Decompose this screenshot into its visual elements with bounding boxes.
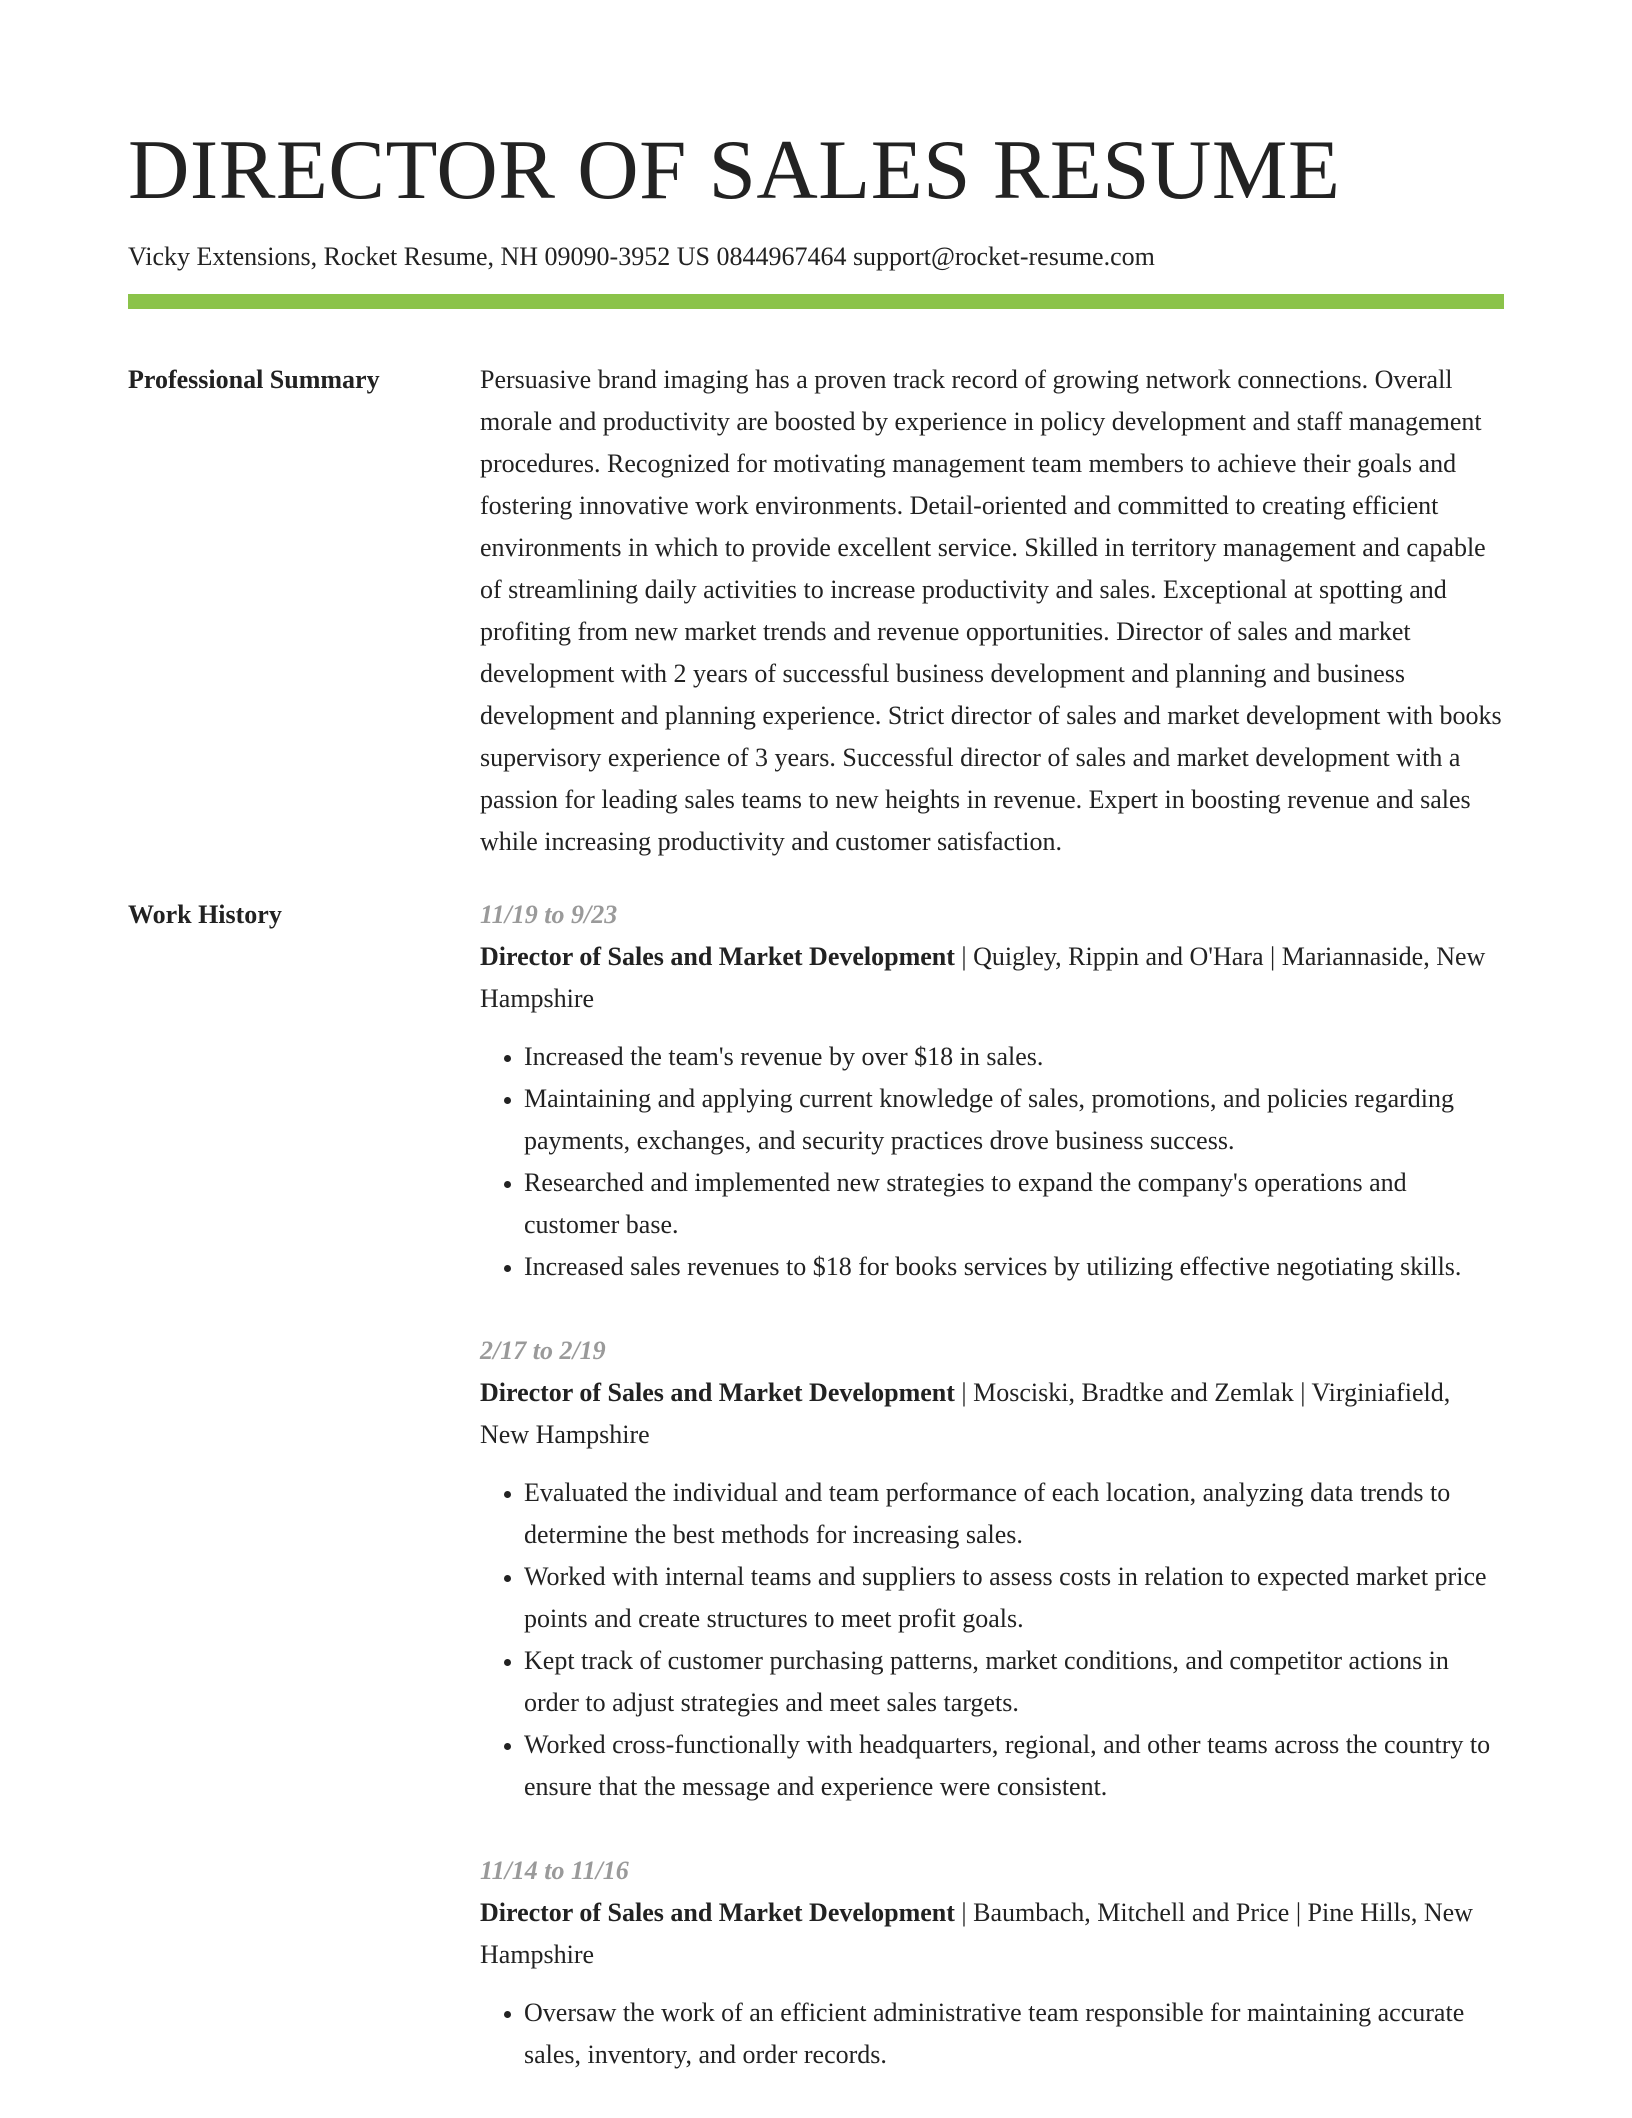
resume-title: DIRECTOR OF SALES RESUME: [128, 123, 1341, 217]
job-bullet: • Researched and implemented new strategies to expand the company's operations and customer base.: [524, 1162, 1504, 1246]
work-history-section: [128, 894, 1504, 2118]
job-bullet: • Kept track of customer purchasing patterns, market conditions, and competitor actions in order to adjust strategies and meet sales targets.: [524, 1640, 1504, 1724]
job-company-location: | Baumbach, Mitchell and Price | Pine Hills, New Hampshire: [480, 1898, 1473, 1969]
job-title: Director of Sales and Market Development: [480, 1898, 955, 1927]
job-bullet: • Evaluated the individual and team performance of each location, analyzing data trends to determine the best methods for increasing sales.: [524, 1472, 1504, 1556]
work-history-heading: Work History: [128, 900, 282, 929]
job-list: [480, 894, 1504, 2118]
job-heading: [480, 1892, 1504, 1976]
job-bullets: [480, 1992, 1504, 2076]
job-company-location: | Mosciski, Bradtke and Zemlak | Virginiafield, New Hampshire: [480, 1378, 1451, 1449]
job-bullet: • Worked with internal teams and suppliers to assess costs in relation to expected market price points and create structures to meet profit goals.: [524, 1556, 1504, 1640]
job-bullet: • Worked cross-functionally with headquarters, regional, and other teams across the country to ensure that the message and experience were consistent.: [524, 1724, 1504, 1808]
job-title: Director of Sales and Market Development: [480, 942, 955, 971]
job-bullets: [480, 1036, 1504, 1288]
job-entry: [480, 894, 1504, 1288]
summary-heading: Professional Summary: [128, 365, 380, 394]
summary-section: [128, 359, 1504, 863]
job-heading: [480, 1372, 1504, 1456]
job-bullet: • Maintaining and applying current knowledge of sales, promotions, and policies regarding payments, exchanges, and security practices drove business success.: [524, 1078, 1504, 1162]
contact-info: Vicky Extensions, Rocket Resume, NH 09090-3952 US 0844967464 support@rocket-resume.com: [128, 242, 1155, 271]
job-bullet: • Increased sales revenues to $18 for books services by utilizing effective negotiating skills.: [524, 1246, 1504, 1288]
job-dates: 11/14 to 11/16: [480, 1856, 629, 1885]
resume-page: [128, 0, 1504, 2118]
summary-text: Persuasive brand imaging has a proven track record of growing network connections. Overall morale and productivity are boosted by experience in policy development and staff management procedures. Recognized for motivating management team members to achieve their goals and fostering innovative work environments. Detail-oriented and committed to creating efficient environments in which to provide excellent service. Skilled in territory management and capable of streamlining daily activities to increase productivity and sales. Exceptional at spotting and profiting from new market trends and revenue opportunities. Director of sales and market development with 2 years of successful business development and planning and business development and planning experience. Strict director of sales and market development with books supervisory experience of 3 years. Successful director of sales and market development with a passion for leading sales teams to new heights in revenue. Expert in boosting revenue and sales while increasing productivity and customer satisfaction.: [480, 365, 1502, 856]
job-entry: [480, 1850, 1504, 2076]
job-heading: [480, 936, 1504, 1020]
job-bullet: • Increased the team's revenue by over $18 in sales.: [524, 1036, 1504, 1078]
header-divider: [128, 294, 1504, 309]
job-entry: [480, 1330, 1504, 1808]
job-company-location: | Quigley, Rippin and O'Hara | Mariannaside, New Hampshire: [480, 942, 1486, 1013]
job-bullet: • Oversaw the work of an efficient administrative team responsible for maintaining accurate sales, inventory, and order records.: [524, 1992, 1504, 2076]
job-title: Director of Sales and Market Development: [480, 1378, 955, 1407]
job-dates: 11/19 to 9/23: [480, 900, 618, 929]
job-bullets: [480, 1472, 1504, 1808]
job-dates: 2/17 to 2/19: [480, 1336, 606, 1365]
